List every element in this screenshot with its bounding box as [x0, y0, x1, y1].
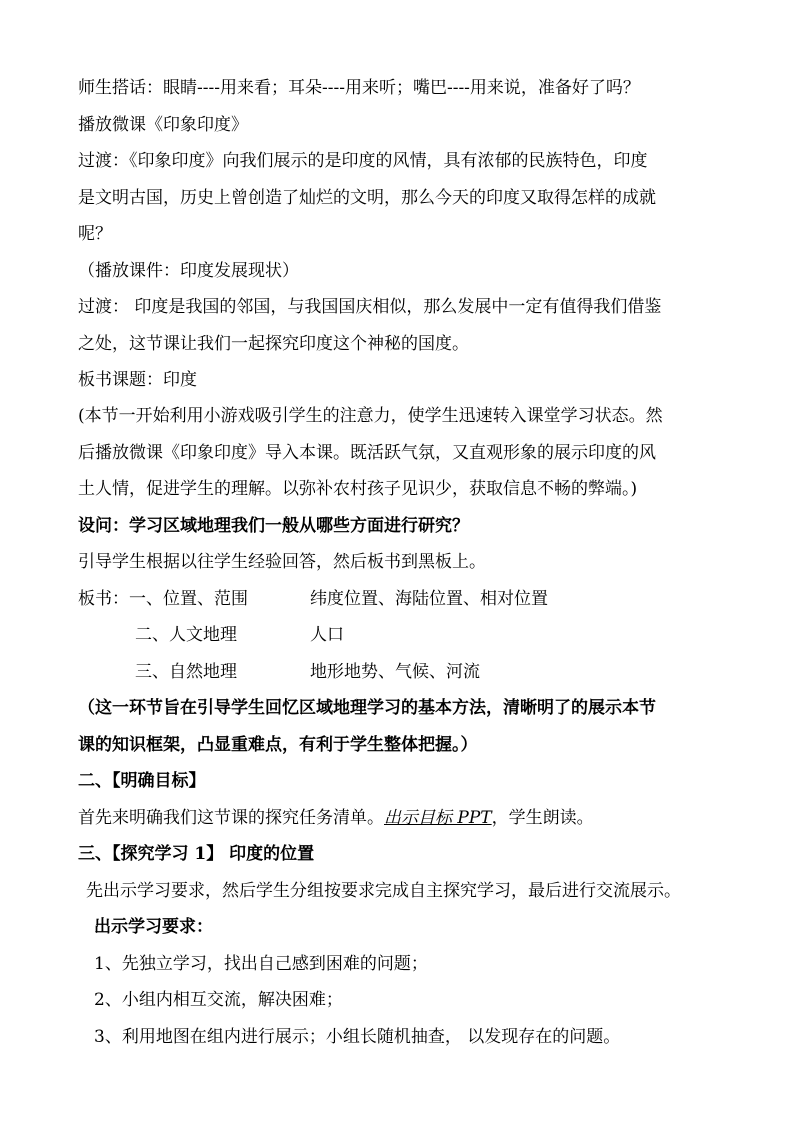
transition-line-1: 过渡：《印象印度》向我们展示的是印度的风情，具有浓郁的民族特色，印度 — [78, 151, 648, 171]
section2-text — [78, 806, 738, 830]
dialogue-line: 师生搭话：眼睛----用来看；耳朵----用来听；嘴巴----用来说，准备好了吗？ — [78, 78, 640, 98]
board-row-content: 人口 — [310, 625, 344, 645]
transition-line-3: 呢？ — [78, 224, 112, 244]
comment-line-1: (本节一开始利用小游戏吸引学生的注意力，使学生迅速转入课堂学习状态。然 — [78, 406, 663, 426]
transition-line-2: 是文明古国，历史上曾创造了灿烂的文明，那么今天的印度又取得怎样的成就 — [78, 188, 656, 208]
transition2-line-2: 之处，这节课让我们一起探究印度这个神秘的国度。 — [78, 334, 469, 354]
comment-line-2: 后播放微课《印象印度》导入本课。既活跃气氛，又直观形象的展示印度的风 — [78, 443, 656, 463]
show-goal-ppt-link: 出示目标 PPT — [384, 808, 492, 828]
transition2-line-1: 过渡： 印度是我国的邻国，与我国国庆相似，那么发展中一定有值得我们借鉴 — [78, 297, 662, 317]
section2-title: 二、【明确目标】 — [78, 771, 206, 791]
section2-text-b: ，学生朗读。 — [491, 808, 594, 828]
section2-text-a: 首先来明确我们这节课的探究任务清单。 — [78, 808, 384, 828]
note-line-2: 课的知识框架，凸显重难点，有利于学生整体把握。） — [78, 735, 478, 755]
play-courseware-line: （播放课件：印度发展现状） — [78, 261, 299, 281]
section3-title: 三、【探究学习 1】 印度的位置 — [78, 844, 315, 864]
question-line: 设问：学习区域地理我们一般从哪些方面进行研究？ — [78, 516, 469, 536]
requirements-title: 出示学习要求： — [94, 917, 213, 937]
play-video-line: 播放微课《印象印度》 — [78, 115, 248, 135]
requirement-item: 2、小组内相互交流，解决困难； — [94, 990, 343, 1010]
requirement-item: 3、利用地图在组内进行展示；小组长随机抽查， 以发现存在的问题。 — [94, 1027, 621, 1047]
note-line-1: （这一环节旨在引导学生回忆区域地理学习的基本方法，清晰明了的展示本节 — [78, 698, 656, 718]
board-row-content: 地形地势、气候、河流 — [310, 662, 480, 682]
board-row-label: 板书：一、位置、范围 — [78, 589, 248, 609]
board-row-content: 纬度位置、海陆位置、相对位置 — [310, 589, 548, 609]
board-row-label: 二、人文地理 — [135, 625, 237, 645]
comment-line-3: 土人情，促进学生的理解。以弥补农村孩子见识少，获取信息不畅的弊端。) — [78, 479, 638, 499]
guide-line: 引导学生根据以往学生经验回答，然后板书到黑板上。 — [78, 552, 486, 572]
board-title-line: 板书课题：印度 — [78, 370, 197, 390]
requirement-item: 1、先独立学习，找出自己感到困难的问题； — [94, 954, 428, 974]
board-row-label: 三、自然地理 — [135, 662, 237, 682]
section3-intro: 先出示学习要求，然后学生分组按要求完成自主探究学习，最后进行交流展示。 — [86, 881, 681, 901]
board-row-1 — [78, 587, 738, 611]
